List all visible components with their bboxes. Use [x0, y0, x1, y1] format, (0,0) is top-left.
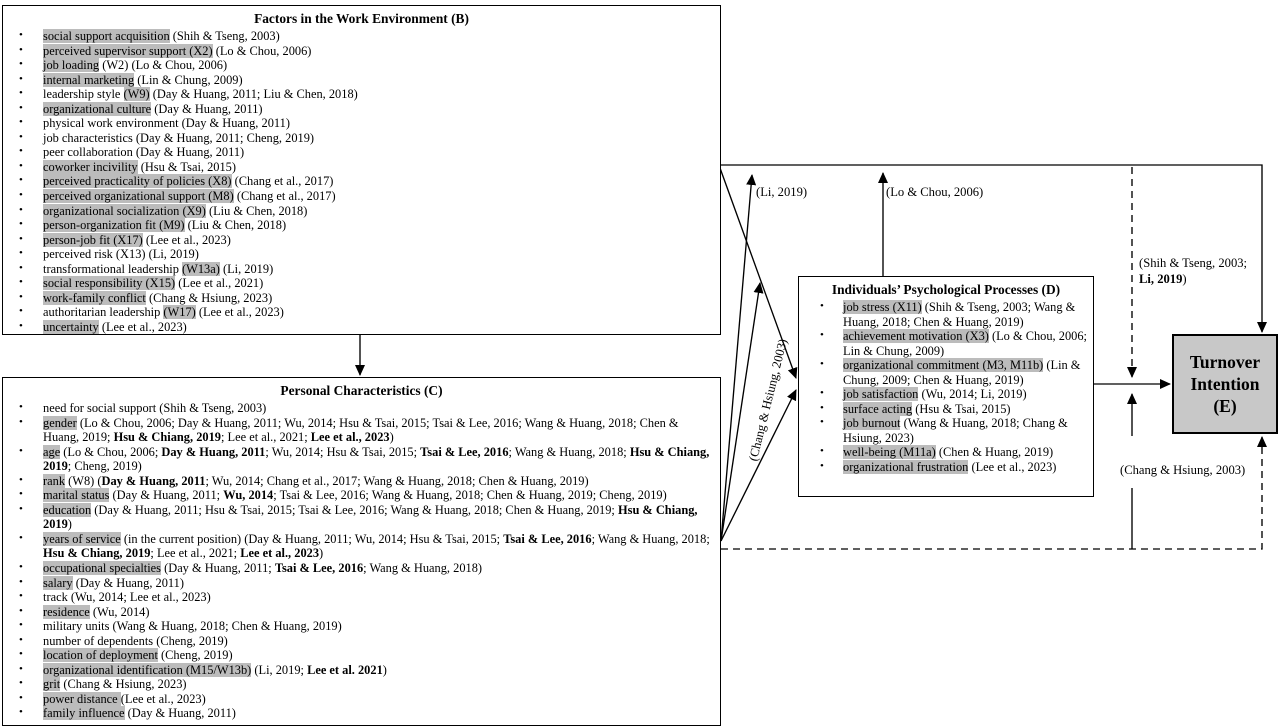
bullet-icon: •	[19, 706, 23, 719]
label-b-moderates-d-e	[1139, 255, 1271, 287]
box-personal-characteristics	[2, 377, 721, 726]
list-item	[3, 204, 720, 219]
list-item	[3, 276, 720, 291]
list-item	[799, 445, 1093, 460]
label-b-moderates-d-e-line1: (Shih & Tseng, 2003;	[1139, 256, 1248, 270]
list-item-text: peer collaboration (Day & Huang, 2011)	[43, 145, 245, 160]
list-item-text: internal marketing (Lin & Chung, 2009)	[43, 72, 243, 87]
list-item	[799, 416, 1093, 445]
bullet-icon: •	[19, 276, 23, 289]
label-b-moderates-d-e-line2-tail: )	[1182, 272, 1187, 286]
bullet-icon: •	[820, 387, 824, 400]
bullet-icon: •	[19, 401, 23, 413]
list-item-text: education (Day & Huang, 2011; Hsu & Tsai, 2015; Tsai & Lee, 2016; Wang & Huang, 2018; Chen & Huang, 2019; Hsu & Chiang, 2019)	[43, 502, 698, 532]
list-item	[3, 677, 720, 692]
bullet-icon: •	[820, 401, 824, 414]
bullet-icon: •	[19, 561, 23, 574]
list-item-text: social responsibility (X15) (Lee et al., 2021)	[43, 276, 264, 291]
bullet-icon: •	[19, 247, 23, 260]
list-item	[3, 590, 720, 605]
bullet-icon: •	[19, 488, 23, 501]
list-item	[3, 87, 720, 102]
box-work-environment-list	[3, 29, 720, 334]
bullet-icon: •	[19, 29, 23, 41]
list-item	[3, 247, 720, 262]
list-item	[3, 576, 720, 591]
list-item-text: residence (Wu, 2014)	[43, 604, 150, 619]
list-item	[3, 189, 720, 204]
bullet-icon: •	[19, 101, 23, 114]
list-item-text: years of service (in the current position) (Day & Huang, 2011; Wu, 2014; Hsu & Tsai, 2015; Tsai & Lee, 2016; Wang & Huang, 2018; Hsu & Chiang, 2019; Lee et al., 2021; Lee et al., 2023)	[43, 531, 710, 561]
list-item	[799, 358, 1093, 387]
list-item-text: organizational commitment (M3, M11b) (Lin & Chung, 2009; Chen & Huang, 2019)	[843, 358, 1081, 387]
bullet-icon: •	[19, 619, 23, 632]
list-item	[799, 387, 1093, 402]
bullet-icon: •	[19, 130, 23, 143]
bullet-icon: •	[19, 691, 23, 704]
list-item	[3, 145, 720, 160]
list-item-text: track (Wu, 2014; Lee et al., 2023)	[43, 590, 211, 605]
list-item	[3, 102, 720, 117]
list-item	[3, 474, 720, 489]
list-item	[3, 160, 720, 175]
list-item-text: perceived risk (X13) (Li, 2019)	[43, 247, 199, 262]
list-item	[3, 218, 720, 233]
label-d-moderates-b-e: (Lo & Chou, 2006)	[886, 185, 984, 199]
box-work-environment	[2, 5, 721, 335]
bullet-icon: •	[19, 159, 23, 172]
list-item	[3, 532, 720, 561]
list-item	[3, 44, 720, 59]
bullet-icon: •	[19, 502, 23, 515]
bullet-icon: •	[820, 300, 824, 312]
list-item-text: occupational specialties (Day & Huang, 2011; Tsai & Lee, 2016; Wang & Huang, 2018)	[43, 561, 483, 576]
bullet-icon: •	[19, 87, 23, 100]
list-item-text: need for social support (Shih & Tseng, 2003)	[43, 401, 267, 415]
bullet-icon: •	[19, 662, 23, 675]
box-personal-characteristics-title: Personal Characteristics (C)	[280, 383, 443, 398]
bullet-icon: •	[820, 445, 824, 458]
list-item	[799, 460, 1093, 475]
bullet-icon: •	[19, 290, 23, 303]
list-item	[3, 29, 720, 44]
list-item-text: gender (Lo & Chou, 2006; Day & Huang, 2011; Wu, 2014; Hsu & Tsai, 2015; Tsai & Lee, 2016; Wang & Huang, 2018; Chen & Huang, 2019; Hsu & Chiang, 2019; Lee et al., 2021; Lee et al., 2023)	[43, 415, 679, 445]
list-item	[3, 634, 720, 649]
list-item	[3, 73, 720, 88]
list-item-text: well-being (M11a) (Chen & Huang, 2019)	[843, 445, 1054, 460]
box-work-environment-title: Factors in the Work Environment (B)	[254, 11, 469, 26]
list-item-text: military units (Wang & Huang, 2018; Chen & Huang, 2019)	[43, 619, 342, 634]
list-item	[3, 262, 720, 277]
turnover-intention-line: (E)	[1213, 396, 1237, 416]
list-item-text: transformational leadership (W13a) (Li, 2019)	[43, 261, 274, 276]
bullet-icon: •	[19, 218, 23, 231]
list-item-text: age (Lo & Chou, 2006; Day & Huang, 2011; Wu, 2014; Hsu & Tsai, 2015; Tsai & Lee, 2016; Wang & Huang, 2018; Hsu & Chiang, 2019; Cheng, 2019)	[43, 444, 710, 474]
list-item	[3, 131, 720, 146]
list-item-text: authoritarian leadership (W17) (Lee et al., 2023)	[43, 305, 284, 320]
bullet-icon: •	[19, 531, 23, 544]
list-item	[3, 663, 720, 678]
turnover-intention-line: Turnover	[1189, 352, 1261, 372]
list-item-text: surface acting (Hsu & Tsai, 2015)	[843, 401, 1011, 416]
bullet-icon: •	[820, 358, 824, 371]
list-item-text: perceived organizational support (M8) (Chang et al., 2017)	[43, 189, 336, 204]
bullet-icon: •	[19, 232, 23, 245]
list-item	[3, 706, 720, 721]
label-c-moderates-b-e: (Li, 2019)	[756, 185, 808, 199]
bullet-icon: •	[19, 677, 23, 690]
list-item-text: achievement motivation (X3) (Lo & Chou, 2006; Lin & Chung, 2009)	[843, 329, 1087, 358]
list-item-text: coworker incivility (Hsu & Tsai, 2015)	[43, 159, 236, 174]
bullet-icon: •	[19, 473, 23, 486]
bullet-icon: •	[19, 633, 23, 646]
list-item-text: physical work environment (Day & Huang, 2011)	[43, 116, 290, 131]
list-item-text: location of deployment (Cheng, 2019)	[43, 648, 233, 663]
label-c-moderates-b-d: (Chang & Hsiung, 2003)	[746, 337, 790, 463]
list-item-text: family influence (Day & Huang, 2011)	[43, 706, 236, 721]
list-item	[3, 233, 720, 248]
list-item-text: job characteristics (Day & Huang, 2011; Cheng, 2019)	[43, 130, 315, 145]
bullet-icon: •	[820, 416, 824, 429]
list-item	[3, 305, 720, 320]
list-item-text: person-job fit (X17) (Lee et al., 2023)	[43, 232, 231, 247]
bullet-icon: •	[19, 43, 23, 56]
list-item-text: salary (Day & Huang, 2011)	[43, 575, 184, 590]
list-item-text: rank (W8) (Day & Huang, 2011; Wu, 2014; Chang et al., 2017; Wang & Huang, 2018; Chen & Huang, 2019)	[43, 473, 589, 488]
bullet-icon: •	[19, 444, 23, 457]
list-item-text: leadership style (W9) (Day & Huang, 2011; Liu & Chen, 2018)	[43, 87, 358, 102]
bullet-icon: •	[19, 72, 23, 85]
list-item-text: perceived practicality of policies (X8) (Chang et al., 2017)	[43, 174, 334, 189]
list-item-text: organizational frustration (Lee et al., 2023)	[843, 460, 1057, 475]
list-item	[3, 488, 720, 503]
bullet-icon: •	[19, 261, 23, 274]
list-item-text: job loading (W2) (Lo & Chou, 2006)	[43, 58, 228, 73]
list-item	[3, 648, 720, 663]
list-item-text: person-organization fit (M9) (Liu & Chen, 2018)	[43, 218, 287, 233]
bullet-icon: •	[19, 590, 23, 603]
bullet-icon: •	[19, 575, 23, 588]
list-item-text: power distance (Lee et al., 2023)	[43, 691, 206, 706]
bullet-icon: •	[820, 460, 824, 473]
bullet-icon: •	[19, 319, 23, 332]
box-psychological-processes	[798, 276, 1094, 497]
list-item-text: job satisfaction (Wu, 2014; Li, 2019)	[843, 387, 1027, 402]
list-item-text: grit (Chang & Hsiung, 2023)	[43, 677, 187, 692]
list-item-text: organizational socialization (X9) (Liu & Chen, 2018)	[43, 203, 308, 218]
list-item	[799, 329, 1093, 358]
list-item	[3, 291, 720, 306]
list-item	[799, 300, 1093, 329]
bullet-icon: •	[19, 604, 23, 617]
list-item-text: social support acquisition (Shih & Tseng, 2003)	[43, 29, 280, 43]
list-item-text: organizational culture (Day & Huang, 2011)	[43, 101, 263, 116]
list-item	[3, 561, 720, 576]
list-item	[3, 416, 720, 445]
arrow-c-moderates-b-e	[721, 175, 752, 541]
turnover-intention-line: Intention	[1190, 374, 1260, 394]
bullet-icon: •	[19, 189, 23, 202]
list-item	[3, 619, 720, 634]
bullet-icon: •	[19, 648, 23, 661]
list-item	[3, 58, 720, 73]
list-item	[3, 692, 720, 707]
box-psychological-processes-list	[799, 300, 1093, 475]
label-b-moderates-d-e-line2: Li, 2019	[1139, 272, 1183, 286]
box-turnover-intention	[1172, 334, 1278, 434]
list-item-text: marital status (Day & Huang, 2011; Wu, 2014; Tsai & Lee, 2016; Wang & Huang, 2018; Chen & Huang, 2019; Cheng, 2019)	[43, 488, 667, 503]
list-item-text: uncertainty (Lee et al., 2023)	[43, 319, 187, 334]
list-item	[3, 116, 720, 131]
list-item	[799, 402, 1093, 417]
list-item	[3, 445, 720, 474]
bullet-icon: •	[19, 305, 23, 318]
list-item	[3, 320, 720, 335]
box-psychological-processes-title: Individuals’ Psychological Processes (D)	[831, 282, 1061, 297]
box-personal-characteristics-list	[3, 401, 720, 721]
list-item-text: number of dependents (Cheng, 2019)	[43, 633, 228, 648]
bullet-icon: •	[19, 58, 23, 71]
list-item-text: organizational identification (M15/W13b) (Li, 2019; Lee et al. 2021)	[43, 662, 387, 677]
list-item	[3, 174, 720, 189]
bullet-icon: •	[19, 116, 23, 129]
list-item-text: work-family conflict (Chang & Hsiung, 2023)	[43, 290, 273, 305]
list-item	[3, 401, 720, 416]
list-item	[3, 605, 720, 620]
bullet-icon: •	[820, 329, 824, 342]
bullet-icon: •	[19, 145, 23, 158]
bullet-icon: •	[19, 174, 23, 187]
list-item-text: job burnout (Wang & Huang, 2018; Chang & Hsiung, 2023)	[843, 416, 1068, 445]
list-item-text: job stress (X11) (Shih & Tseng, 2003; Wang & Huang, 2018; Chen & Huang, 2019)	[843, 300, 1076, 329]
list-item	[3, 503, 720, 532]
bullet-icon: •	[19, 415, 23, 428]
label-c-moderates-d-e: (Chang & Hsiung, 2003)	[1120, 463, 1246, 477]
bullet-icon: •	[19, 203, 23, 216]
list-item-text: perceived supervisor support (X2) (Lo & Chou, 2006)	[43, 43, 312, 58]
